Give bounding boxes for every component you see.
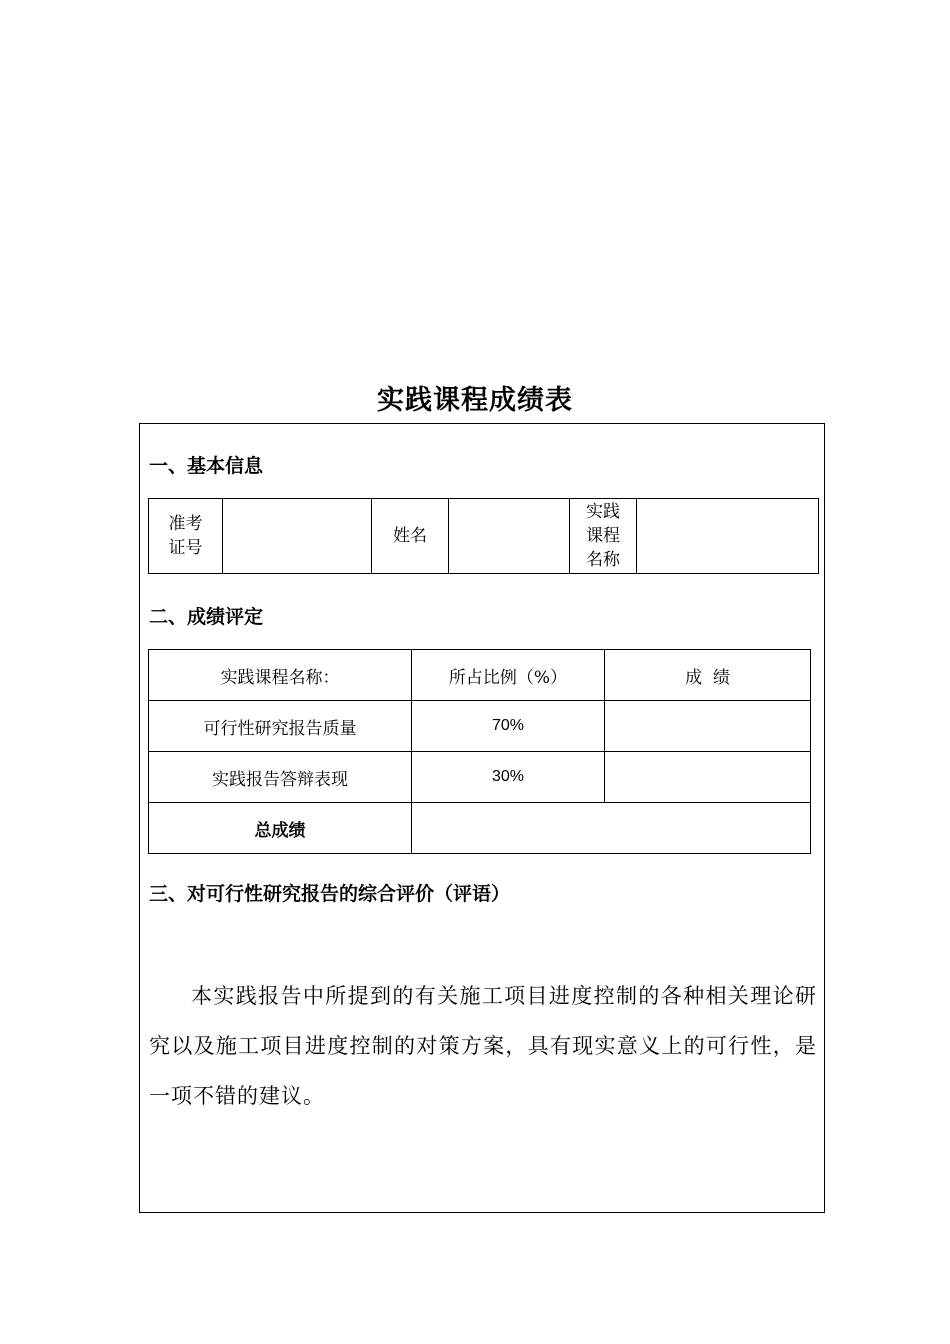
total-label: 总成绩 (149, 803, 412, 854)
row-score (605, 752, 811, 803)
basic-info-table (148, 498, 819, 574)
row-name: 实践报告答辩表现 (149, 752, 412, 803)
document-title: 实践课程成绩表 (377, 385, 573, 416)
name-label: 姓名 (372, 499, 449, 574)
row-ratio: 70% (412, 701, 605, 752)
grading-table (148, 649, 811, 854)
exam-id-value (223, 499, 372, 574)
header-course-name: 实践课程名称： (149, 650, 412, 701)
row-score (605, 701, 811, 752)
exam-id-label: 准考证号 (149, 499, 223, 574)
evaluation-comment: 本实践报告中所提到的有关施工项目进度控制的各种相关理论研究以及施工项目进度控制的对策方案，具有现实意义上的可行性，是一项不错的建议。 (149, 984, 817, 1108)
course-name-label: 实践课程名称 (570, 499, 637, 574)
section-heading-basic-info: 一、基本信息 (149, 455, 264, 477)
total-row (149, 803, 811, 854)
header-ratio: 所占比例（%） (412, 650, 605, 701)
section-heading-grading: 二、成绩评定 (149, 606, 264, 628)
row-name: 可行性研究报告质量 (149, 701, 412, 752)
section-heading-evaluation: 三、对可行性研究报告的综合评价（评语） (149, 883, 511, 905)
table-row (149, 701, 811, 752)
table-row (149, 752, 811, 803)
name-value (449, 499, 570, 574)
row-ratio: 30% (412, 752, 605, 803)
table-header-row (149, 650, 811, 701)
header-score: 成 绩 (605, 650, 811, 701)
total-value (412, 803, 811, 854)
course-name-value (637, 499, 819, 574)
